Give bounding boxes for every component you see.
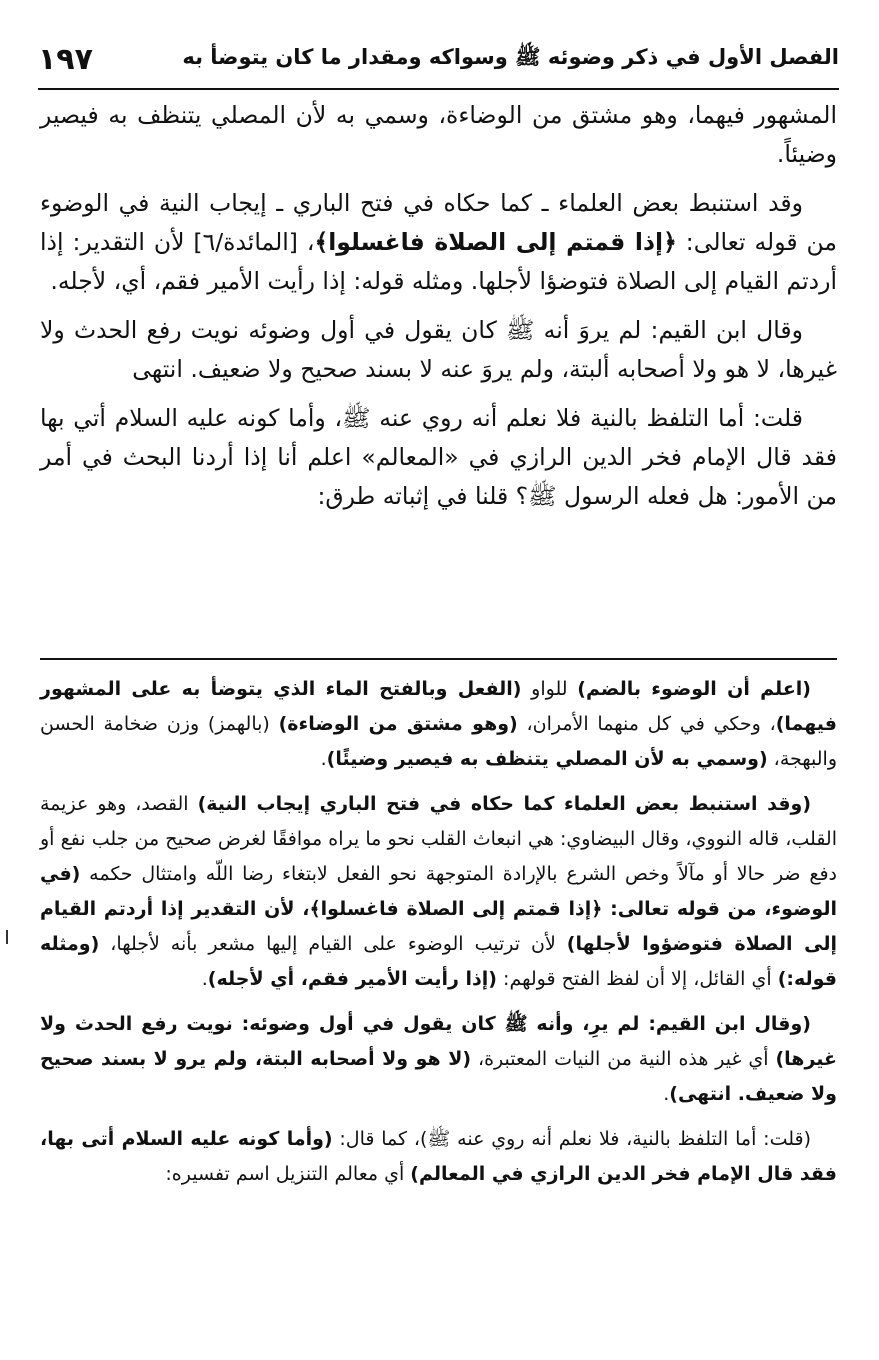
- commentary-text-run: .: [663, 1083, 670, 1105]
- commentary-text-run: أي غير هذه النية من النيات المعتبرة،: [471, 1048, 776, 1070]
- quoted-text: (وأما كونه عليه السلام أتى بها، فقد قال الإمام فخر الدين الرازي في المعالم): [40, 1128, 837, 1185]
- quoted-text: (في الوضوء، من قوله تعالى: ﴿إذا قمتم إلى الصلاة فاغسلوا﴾، لأن التقدير إذا أردتم القيام إلى الصلاة فتوضؤوا لأجلها): [40, 863, 837, 955]
- commentary-text-run: ، وحكي في كل منهما الأمران،: [517, 713, 776, 735]
- commentary-text-run: أي القائل، إلا أن لفظ الفتح قولهم:: [497, 968, 778, 990]
- commentary-paragraph-4: [40, 1122, 837, 1192]
- commentary-paragraph-3: [40, 1007, 837, 1112]
- commentary-text-run: أي معالم التنزيل اسم تفسيره:: [165, 1163, 411, 1185]
- main-paragraph-1: المشهور فيهما، وهو مشتق من الوضاءة، وسمي به لأن المصلي يتنظف به فيصير وضيئاً.: [40, 101, 837, 168]
- commentary-paragraph-2: [40, 787, 837, 997]
- commentary-text-run: .: [320, 748, 327, 770]
- main-paragraph-2-text-b: ، [المائدة/٦] لأن التقدير: إذا أردتم القيام إلى الصلاة فتوضؤا لأجلها. ومثله قوله: إذا رأيت الأمير فقم، أي، لأجله.: [40, 228, 837, 295]
- page-header: [38, 30, 839, 90]
- commentary-paragraph-1: [40, 672, 837, 777]
- quoted-text: (اعلم أن الوضوء بالضم): [577, 678, 811, 700]
- quoted-text: (وقال ابن القيم: لم يرِ، وأنه ﷺ كان يقول في أول وضوئه: نويت رفع الحدث ولا غيرها): [40, 1013, 837, 1070]
- commentary-text-run: (قلت: أما التلفظ بالنية، فلا نعلم أنه روي عنه ﷺ)، كما قال:: [332, 1128, 812, 1150]
- main-paragraph-2: [40, 184, 837, 301]
- quran-verse: ﴿إذا قمتم إلى الصلاة فاغسلوا﴾: [314, 228, 677, 256]
- commentary-text-run: (بالهمز) وزن ضخامة الحسن والبهجة،: [40, 713, 837, 770]
- running-title: الفصل الأول في ذكر وضوئه ﷺ وسواكه ومقدار ما كان يتوضأ به: [182, 44, 839, 69]
- quoted-text: (وهو مشتق من الوضاءة): [278, 713, 518, 735]
- quoted-text: (إذا رأيت الأمير فقم، أي لأجله): [207, 968, 497, 990]
- page-number: ١٩٧: [38, 41, 93, 77]
- footnote-separator: [40, 658, 837, 660]
- main-paragraph-2-text-a: وقد استنبط بعض العلماء ـ كما حكاه في فتح الباري ـ إيجاب النية في الوضوء من قوله تعالى:: [40, 189, 837, 256]
- quoted-text: (الفعل وبالفتح الماء الذي يتوضأ به على المشهور فيهما): [40, 678, 837, 735]
- margin-mark: [6, 930, 8, 944]
- quoted-text: (وسمي به لأن المصلي يتنظف به فيصير وضيئًا): [326, 748, 768, 770]
- main-text: [40, 96, 837, 526]
- commentary-text-run: القصد، وهو عزيمة القلب، قاله النووي، وقال البيضاوي: هي انبعاث القلب نحو ما يراه موافقًا لغرض صحيح من جلب نفع أو دفع ضر حالا أو مآلاً وخص الشرع بالإرادة المتوجهة نحو الفعل لابتغاء رضا اللّه وامتثال حكمه: [40, 793, 837, 885]
- quoted-text: (ومثله قوله:): [40, 933, 837, 990]
- commentary-text-run: .: [201, 968, 208, 990]
- quoted-text: (وقد استنبط بعض العلماء كما حكاه في فتح الباري إيجاب النية): [197, 793, 812, 815]
- main-paragraph-3: وقال ابن القيم: لم يروَ أنه ﷺ كان يقول في أول وضوئه نويت رفع الحدث ولا غيرها، لا هو ولا أصحابه ألبتة، ولم يروَ عنه لا بسند صحيح ولا ضعيف. انتهى: [40, 316, 837, 383]
- main-paragraph-4: قلت: أما التلفظ بالنية فلا نعلم أنه روي عنه ﷺ، وأما كونه عليه السلام أتي بها فقد قال الإمام فخر الدين الرازي في «المعالم» اعلم أنا إذا أردنا البحث في أمر من الأمور: هل فعله الرسول ﷺ؟ قلنا في إثباته طرق:: [40, 404, 837, 510]
- commentary-text-run: لأن ترتيب الوضوء على القيام إليها مشعر بأنه لأجلها،: [99, 933, 567, 955]
- commentary-text: [40, 672, 837, 1202]
- quoted-text: (لا هو ولا أصحابه البتة، ولم يرو لا بسند صحيح ولا ضعيف. انتهى): [40, 1048, 837, 1105]
- commentary-text-run: للواو: [521, 678, 578, 700]
